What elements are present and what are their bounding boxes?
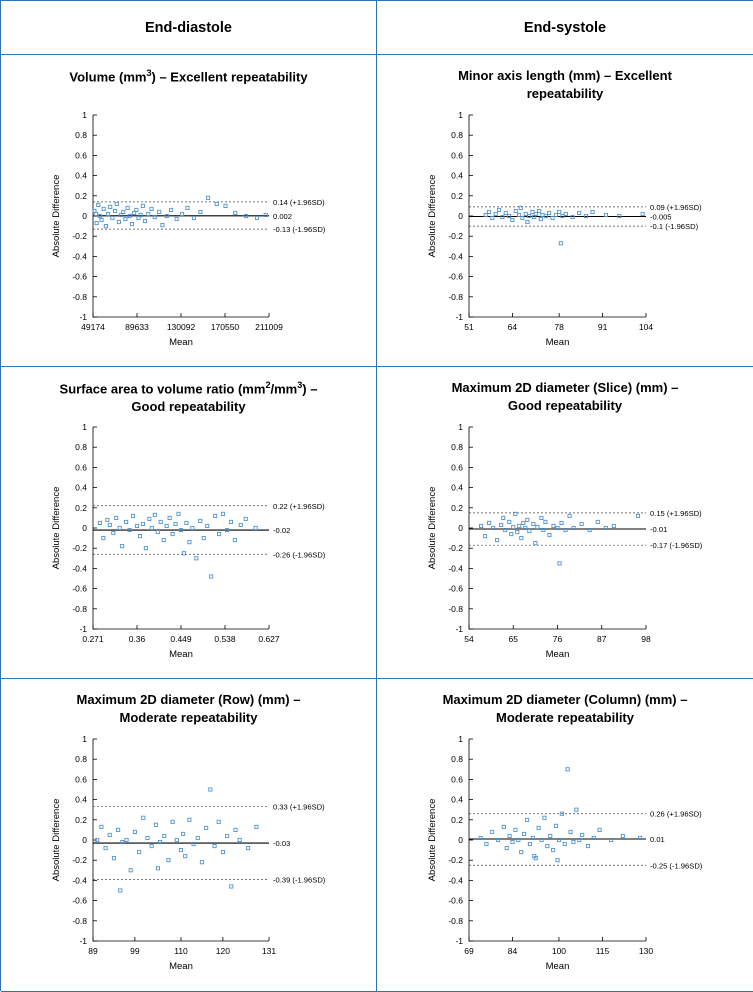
svg-text:0.4: 0.4 (451, 794, 463, 805)
svg-text:0.4: 0.4 (75, 170, 87, 181)
svg-text:-0.8: -0.8 (72, 915, 87, 926)
svg-text:100: 100 (551, 946, 567, 956)
svg-text:-0.4: -0.4 (448, 875, 463, 886)
svg-text:0.36: 0.36 (128, 634, 146, 644)
svg-text:0.8: 0.8 (451, 754, 463, 765)
svg-text:0: 0 (82, 835, 87, 845)
svg-text:-0.39 (-1.96SD): -0.39 (-1.96SD) (273, 875, 326, 885)
svg-text:-0.25 (-1.96SD): -0.25 (-1.96SD) (650, 861, 703, 871)
svg-text:-0.4: -0.4 (72, 251, 87, 262)
svg-text:0: 0 (82, 211, 87, 221)
bland-altman-plot-1 (377, 101, 753, 363)
svg-text:-1: -1 (79, 312, 87, 322)
svg-text:0.6: 0.6 (75, 150, 87, 161)
svg-text:Absolute Difference: Absolute Difference (51, 174, 62, 258)
svg-text:Mean: Mean (169, 649, 193, 660)
svg-text:0.8: 0.8 (75, 754, 87, 765)
svg-text:130: 130 (638, 946, 654, 956)
column-header-end-diastole: End-diastole (1, 1, 377, 55)
svg-text:0.627: 0.627 (258, 634, 280, 644)
svg-text:0.6: 0.6 (451, 774, 463, 785)
svg-text:-0.8: -0.8 (72, 603, 87, 614)
svg-text:0.2: 0.2 (75, 190, 87, 201)
svg-text:0.6: 0.6 (75, 774, 87, 785)
svg-text:1: 1 (82, 110, 87, 120)
svg-text:115: 115 (595, 946, 610, 956)
svg-text:0.2: 0.2 (451, 190, 463, 201)
svg-text:-0.2: -0.2 (72, 231, 87, 242)
svg-text:-0.17 (-1.96SD): -0.17 (-1.96SD) (650, 541, 703, 551)
svg-text:Absolute Difference: Absolute Difference (427, 798, 438, 882)
svg-text:211009: 211009 (255, 322, 283, 332)
svg-text:-0.13 (-1.96SD): -0.13 (-1.96SD) (273, 225, 326, 235)
svg-text:-0.2: -0.2 (448, 543, 463, 554)
svg-text:-0.8: -0.8 (72, 291, 87, 302)
column-header-end-systole: End-systole (377, 1, 753, 55)
svg-text:0.26 (+1.96SD): 0.26 (+1.96SD) (650, 809, 702, 819)
svg-text:-0.4: -0.4 (72, 563, 87, 574)
svg-text:64: 64 (507, 322, 518, 332)
bland-altman-plot-0 (1, 101, 377, 363)
svg-text:0.8: 0.8 (451, 130, 463, 141)
svg-text:0.01: 0.01 (650, 834, 665, 844)
svg-text:1: 1 (82, 734, 87, 744)
svg-text:Mean: Mean (169, 961, 193, 972)
svg-text:0.14 (+1.96SD): 0.14 (+1.96SD) (273, 197, 325, 207)
svg-text:65: 65 (508, 634, 518, 644)
plot-area (1, 725, 376, 987)
svg-text:120: 120 (215, 946, 230, 956)
panel-title: Surface area to volume ratio $(mm^2/mm^3)$ – Good repeatability (59, 380, 318, 414)
svg-text:0.6: 0.6 (451, 150, 463, 161)
svg-text:0.8: 0.8 (75, 442, 87, 453)
svg-text:0.271: 0.271 (82, 634, 104, 644)
svg-text:0.6: 0.6 (451, 462, 463, 473)
svg-text:0.4: 0.4 (451, 482, 463, 493)
svg-text:98: 98 (641, 634, 651, 644)
svg-text:-0.005: -0.005 (650, 212, 672, 222)
svg-text:-0.2: -0.2 (448, 855, 463, 866)
svg-text:89: 89 (88, 946, 98, 956)
svg-text:0.33 (+1.96SD): 0.33 (+1.96SD) (273, 802, 325, 812)
panel-title: Maximum 2D diameter (Slice) (mm) – Good repeatability (451, 380, 679, 413)
svg-text:1: 1 (458, 422, 463, 432)
svg-text:0.8: 0.8 (75, 130, 87, 141)
svg-text:0.6: 0.6 (75, 462, 87, 473)
bland-altman-plot-3 (377, 413, 753, 675)
svg-text:130092: 130092 (166, 322, 196, 332)
svg-text:Mean: Mean (169, 337, 193, 348)
svg-text:Mean: Mean (545, 961, 570, 972)
svg-text:91: 91 (597, 322, 608, 332)
svg-text:-0.2: -0.2 (72, 543, 87, 554)
svg-text:0.2: 0.2 (75, 502, 87, 513)
svg-text:0.002: 0.002 (273, 211, 293, 221)
svg-text:-0.02: -0.02 (273, 526, 291, 536)
plot-area (377, 413, 753, 675)
svg-text:0.4: 0.4 (75, 482, 87, 493)
svg-text:-0.01: -0.01 (650, 525, 668, 535)
panel-title: Volume $(mm^3)$ – Excellent repeatability (69, 68, 308, 85)
svg-text:0.09 (+1.96SD): 0.09 (+1.96SD) (650, 202, 702, 212)
panel-volume-ed (1, 55, 377, 367)
bland-altman-plot-5 (377, 725, 753, 987)
svg-text:0.4: 0.4 (451, 170, 463, 181)
bland-altman-plot-2 (1, 413, 377, 675)
svg-text:104: 104 (638, 322, 654, 332)
panel-title: Maximum 2D diameter (Row) (mm) – Moderate repeatability (76, 692, 301, 725)
svg-text:0.449: 0.449 (170, 634, 192, 644)
panel-max2d-slice-es (377, 367, 753, 679)
plot-area (377, 101, 753, 363)
svg-text:-0.4: -0.4 (448, 563, 463, 574)
panel-minor-axis-es (377, 55, 753, 367)
svg-text:0: 0 (458, 523, 463, 533)
svg-text:Absolute Difference: Absolute Difference (427, 174, 438, 258)
svg-text:0.538: 0.538 (214, 634, 236, 644)
svg-text:-0.2: -0.2 (72, 855, 87, 866)
svg-text:0.15 (+1.96SD): 0.15 (+1.96SD) (650, 508, 702, 518)
plot-area (1, 101, 376, 363)
svg-text:170550: 170550 (210, 322, 240, 332)
svg-text:54: 54 (464, 634, 474, 644)
svg-text:Mean: Mean (545, 337, 570, 348)
svg-text:1: 1 (458, 110, 463, 120)
svg-text:110: 110 (174, 946, 188, 956)
svg-text:84: 84 (507, 946, 518, 956)
svg-text:-0.8: -0.8 (448, 291, 463, 302)
plot-area (1, 413, 376, 675)
svg-text:-0.6: -0.6 (448, 583, 463, 594)
svg-text:-0.8: -0.8 (448, 915, 463, 926)
svg-text:0.2: 0.2 (75, 814, 87, 825)
svg-text:99: 99 (130, 946, 140, 956)
svg-text:0.22 (+1.96SD): 0.22 (+1.96SD) (273, 501, 325, 511)
svg-text:0: 0 (458, 835, 463, 845)
panel-max2d-row-ed (1, 679, 377, 992)
svg-text:-0.1 (-1.96SD): -0.1 (-1.96SD) (650, 222, 699, 232)
svg-text:1: 1 (82, 422, 87, 432)
svg-text:Absolute Difference: Absolute Difference (51, 798, 62, 882)
svg-text:-0.6: -0.6 (448, 271, 463, 282)
panel-sa-vol-ratio-ed (1, 367, 377, 679)
panel-title: Maximum 2D diameter (Column) (mm) – Moderate repeatability (442, 692, 688, 725)
svg-text:-1: -1 (455, 624, 463, 634)
svg-text:-0.6: -0.6 (72, 895, 87, 906)
svg-text:-0.26 (-1.96SD): -0.26 (-1.96SD) (273, 550, 326, 560)
plot-area (377, 725, 753, 987)
svg-text:Mean: Mean (545, 649, 570, 660)
svg-text:-0.6: -0.6 (72, 583, 87, 594)
svg-text:0.2: 0.2 (451, 814, 463, 825)
svg-text:-0.8: -0.8 (448, 603, 463, 614)
svg-text:-1: -1 (455, 312, 463, 322)
svg-text:87: 87 (597, 634, 607, 644)
svg-text:Absolute Difference: Absolute Difference (51, 486, 62, 570)
svg-text:0.8: 0.8 (451, 442, 463, 453)
svg-text:51: 51 (464, 322, 474, 332)
svg-text:89633: 89633 (125, 322, 149, 332)
svg-text:-0.4: -0.4 (72, 875, 87, 886)
svg-text:-1: -1 (79, 624, 87, 634)
svg-text:0: 0 (82, 523, 87, 533)
svg-text:78: 78 (554, 322, 564, 332)
svg-text:69: 69 (464, 946, 474, 956)
svg-text:-1: -1 (455, 936, 463, 946)
svg-text:76: 76 (552, 634, 563, 644)
svg-text:0.2: 0.2 (451, 502, 463, 513)
svg-text:131: 131 (261, 946, 277, 956)
svg-text:Absolute Difference: Absolute Difference (427, 486, 438, 570)
svg-text:-0.03: -0.03 (273, 839, 291, 849)
svg-text:49174: 49174 (81, 322, 105, 332)
svg-text:-0.4: -0.4 (448, 251, 463, 262)
svg-text:-0.6: -0.6 (448, 895, 463, 906)
svg-text:-1: -1 (79, 936, 87, 946)
bland-altman-plot-4 (1, 725, 377, 987)
svg-text:1: 1 (458, 734, 463, 744)
svg-text:-0.6: -0.6 (72, 271, 87, 282)
panel-max2d-column-es (377, 679, 753, 992)
panel-title: Minor axis length (mm) – Excellent repeatability (458, 68, 672, 101)
svg-text:0.4: 0.4 (75, 794, 87, 805)
svg-text:0: 0 (458, 211, 463, 221)
svg-text:-0.2: -0.2 (448, 231, 463, 242)
